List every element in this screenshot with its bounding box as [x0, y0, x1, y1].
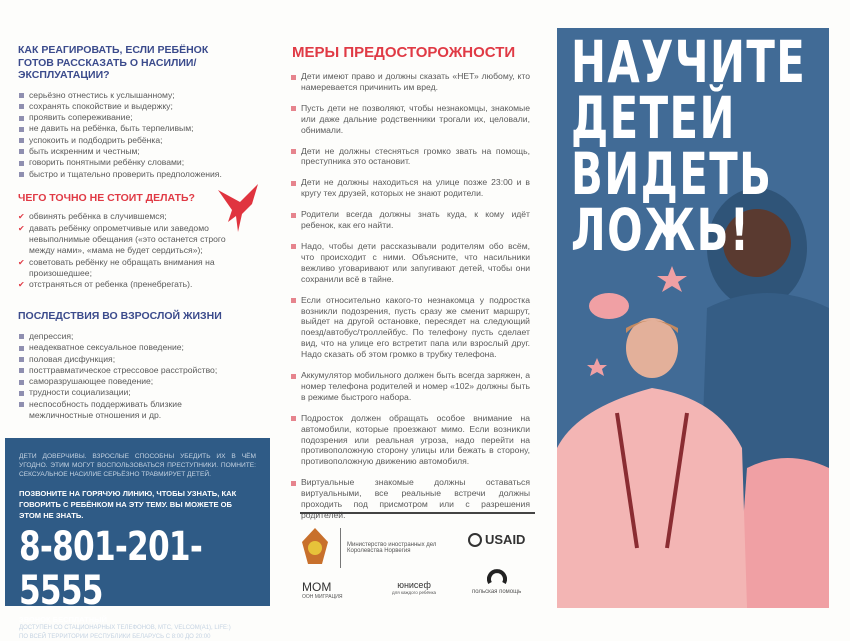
heading-dont-do: ЧЕГО ТОЧНО НЕ СТОИТ ДЕЛАТЬ?	[18, 192, 258, 205]
heading-how-to-react: КАК РЕАГИРОВАТЬ, ЕСЛИ РЕБЁНОК ГОТОВ РАССКАЗАТЬ О НАСИЛИИ/ЭКСПЛУАТАЦИИ?	[18, 44, 218, 82]
list-item: Дети не должны находиться на улице позже 23:00 и в кругу тех друзей, которых не знают родители.	[290, 177, 530, 199]
list-item: ✔ советовать ребёнку не обращать внимания на произошедшее;	[18, 257, 233, 280]
hotline-availability: ДОСТУПЕН СО СТАЦИОНАРНЫХ ТЕЛЕФОНОВ, МТС, VELCOM(A1), LIFE:)	[19, 624, 256, 633]
list-item: Виртуальные знакомые должны оставаться виртуальными, все реальные встречи должны проходить под присмотром или с разрешения родителей.	[290, 477, 530, 521]
red-bird-icon	[210, 182, 260, 237]
hotline-hours: ПО ВСЕЙ ТЕРРИТОРИИ РЕСПУБЛИКИ БЕЛАРУСЬ С 8:00 ДО 20:00	[19, 633, 256, 641]
list-item: сохранять спокойствие и выдержку;	[18, 101, 258, 112]
hotline-call-text: ПОЗВОНИТЕ НА ГОРЯЧУЮ ЛИНИЮ, ЧТОБЫ УЗНАТЬ, КАК ГОВОРИТЬ С РЕБЁНКОМ НА ЭТУ ТЕМУ. ВЫ МОЖЕТЕ ОБ ЭТОМ НЕ ЗНАТЬ.	[19, 488, 256, 521]
iom-logo: МОМ ООН МИГРАЦИЯ	[302, 580, 342, 600]
list-item: быть искренним и честным;	[18, 146, 258, 157]
react-list	[18, 90, 258, 180]
list-item: саморазрушающее поведение;	[18, 376, 228, 387]
norway-mfa-logo: Министерство иностранных дел Королевства Норвегия	[340, 528, 460, 568]
partner-logos	[300, 512, 535, 607]
list-item: ✔ отстраняться от ребенка (пренебрегать).	[18, 279, 233, 290]
list-item: Родители всегда должны знать куда, к кому идёт ребенок, как его найти.	[290, 209, 530, 231]
precautions-list	[290, 71, 530, 521]
heading-consequences: ПОСЛЕДСТВИЯ ВО ВЗРОСЛОЙ ЖИЗНИ	[18, 310, 258, 323]
list-item: Надо, чтобы дети рассказывали родителям обо всём, что происходит с ними. Объясните, что насильники вежливо уговаривают или запугивают детей, чтобы они сохранили всё в тайне.	[290, 241, 530, 285]
unicef-logo: юнисеф для каждого ребёнка	[392, 580, 436, 595]
middle-panel	[290, 44, 530, 531]
usaid-logo: USAID	[468, 532, 525, 547]
list-item: неадекватное сексуальное поведение;	[18, 342, 228, 353]
list-item: депрессия;	[18, 331, 228, 342]
list-item: проявить сопереживание;	[18, 112, 258, 123]
polish-aid-logo: польская помощь	[472, 569, 521, 595]
belarus-emblem-logo	[302, 528, 328, 566]
consequences-list	[18, 331, 228, 421]
cover-title	[571, 34, 806, 258]
list-item: трудности социализации;	[18, 387, 228, 398]
hotline-phone: 8-801-201-5555	[19, 525, 204, 613]
dont-list	[18, 211, 233, 290]
hotline-intro: ДЕТИ ДОВЕРЧИВЫ. ВЗРОСЛЫЕ СПОСОБНЫ УБЕДИТЬ ИХ В ЧЁМ УГОДНО. ЭТИМ МОГУТ ВОСПОЛЬЗОВАТЬСЯ ПРЕСТУПНИКИ. ПОМНИТЕ: СЕКСУАЛЬНОЕ НАСИЛИЕ СЕРЬЁЗНО ТРАВМИРУЕТ ДЕТЕЙ.	[19, 452, 256, 479]
hotline-box	[5, 438, 270, 606]
cover-title-line: ДЕТЕЙ	[571, 90, 806, 146]
list-item: быстро и тщательно проверить предположения.	[18, 169, 258, 180]
list-item: Дети не должны стесняться громко звать на помощь, преступника это остановит.	[290, 146, 530, 168]
list-item: Аккумулятор мобильного должен быть всегда заряжен, а номер телефона родителей и номер «102» должны быть в режиме быстрого набора.	[290, 370, 530, 403]
list-item: ✔ давать ребёнку опрометчивые или заведомо невыполнимые обещания («это останется строго между нами», «мама не будет сердиться»);	[18, 223, 233, 257]
cover-title-line: ЛОЖЬ!	[571, 202, 806, 258]
cover-title-line: ВИДЕТЬ	[571, 146, 806, 202]
list-item: Если относительно какого-то незнакомца у подростка возникли подозрения, пусть сразу же сменит маршрут, выйдет на другой остановке, пересядет на следующий поезд/автобус/троллейбус. По телефону пусть сделает вид, что на улице его встретит папа или взрослый друг. Надо сказать об этом громко в трубку телефона.	[290, 295, 530, 360]
list-item: ✔ обвинять ребёнка в случившемся;	[18, 211, 233, 222]
heading-precautions: МЕРЫ ПРЕДОСТОРОЖНОСТИ	[292, 44, 530, 61]
list-item: серьёзно отнестись к услышанному;	[18, 90, 258, 101]
list-item: Дети имеют право и должны сказать «НЕТ» любому, кто намеревается причинить им вред.	[290, 71, 530, 93]
cover-panel	[557, 28, 829, 608]
list-item: говорить понятными ребёнку словами;	[18, 157, 258, 168]
list-item: неспособность поддерживать близкие межличностные отношения и др.	[18, 399, 228, 422]
hotline-free: ЗВОНОК БЕСПЛАТНЫЙ	[19, 615, 256, 624]
cover-title-line: НАУЧИТЕ	[571, 34, 806, 90]
list-item: успокоить и подбодрить ребёнка;	[18, 135, 258, 146]
list-item: посттравматическое стрессовое расстройство;	[18, 365, 228, 376]
list-item: Подросток должен обращать особое внимание на автомобили, которые проезжают мимо. Если возникли подозрения или реальная угроза, надо перейти на противоположную сторону улицы или бежать в сторону, противоположную движению автомобиля.	[290, 413, 530, 468]
list-item: половая дисфункция;	[18, 354, 228, 365]
list-item: не давить на ребёнка, быть терпеливым;	[18, 123, 258, 134]
list-item: Пусть дети не позволяют, чтобы незнакомцы, знакомые или даже дальние родственники трогали их, целовали, обнимали.	[290, 103, 530, 136]
